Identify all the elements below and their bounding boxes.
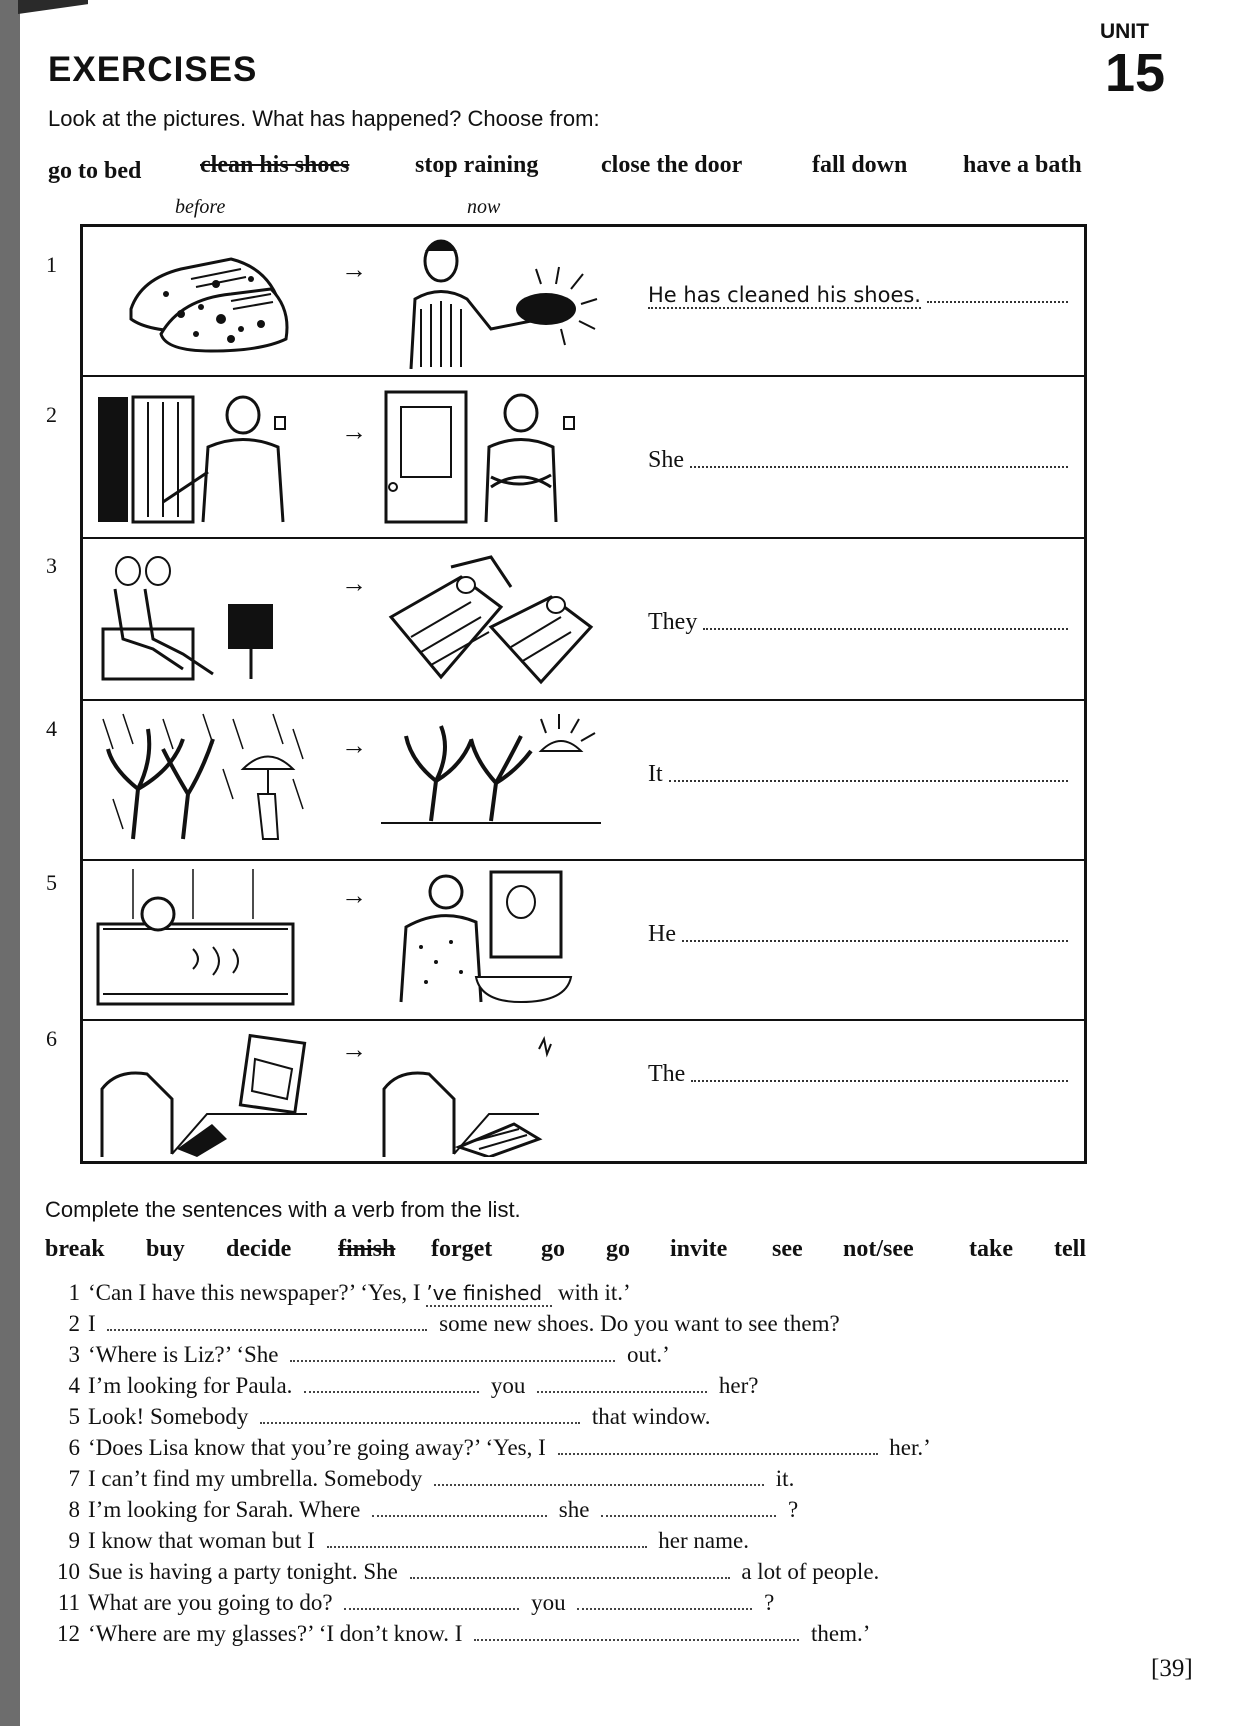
- sentence-item: 3 ‘Where is Liz?’ ‘She out.’: [68, 1342, 670, 1367]
- handwritten-answer: ’ve finished: [426, 1281, 552, 1307]
- verb-word: not/see: [843, 1236, 914, 1262]
- arrow-icon: →: [341, 569, 367, 598]
- verb-word-crossed: finish: [338, 1236, 396, 1262]
- rain-and-man-with-umbrella-illustration: [93, 709, 313, 849]
- choice-word: close the door: [601, 152, 743, 178]
- choice-word: stop raining: [415, 152, 539, 178]
- choice-word: have a bath: [963, 152, 1082, 178]
- answer-blank[interactable]: [327, 1532, 647, 1548]
- sentence-item: 5 Look! Somebody that window.: [68, 1404, 711, 1429]
- answer-blank[interactable]: [107, 1315, 427, 1331]
- row-number: 4: [46, 716, 57, 741]
- answer-blank[interactable]: [260, 1408, 580, 1424]
- sentence-item: 9 I know that woman but I her name.: [68, 1528, 749, 1553]
- verb-word: invite: [670, 1236, 728, 1262]
- verb-word: decide: [226, 1236, 292, 1262]
- sentence-item: 6 ‘Does Lisa know that you’re going away?’ ‘Yes, I her.’: [68, 1435, 931, 1460]
- sentence-item: 4 I’m looking for Paula. you her?: [68, 1373, 759, 1398]
- page-edge-shadow: [0, 0, 20, 1726]
- page-corner-shadow: [18, 0, 88, 14]
- arrow-icon: →: [341, 417, 367, 446]
- verb-word: go: [541, 1236, 565, 1262]
- sentence-starter: He: [648, 921, 676, 947]
- unit-label: UNIT: [1100, 20, 1149, 43]
- couple-in-beds-illustration: [381, 547, 601, 687]
- table-row: [83, 861, 1084, 1021]
- verb-word: forget: [431, 1236, 493, 1262]
- verb-word: go: [606, 1236, 630, 1262]
- row-number: 6: [46, 1026, 57, 1051]
- answer-blank[interactable]: [344, 1594, 519, 1610]
- answer-line: [648, 761, 1068, 788]
- table-row: [83, 227, 1084, 377]
- section-title: EXERCISES: [48, 50, 258, 89]
- sentence-starter: They: [648, 609, 698, 635]
- choice-word: fall down: [812, 152, 908, 178]
- verb-word: see: [772, 1236, 803, 1262]
- sentence-starter: It: [648, 761, 663, 787]
- answer-blank[interactable]: [410, 1563, 730, 1579]
- sentence-item: 10 Sue is having a party tonight. She a lot of people.: [57, 1559, 880, 1584]
- row-number: 5: [46, 870, 57, 895]
- handwritten-answer: He has cleaned his shoes.: [648, 283, 921, 307]
- verb-word: take: [969, 1236, 1013, 1262]
- picture-fallen-down-illustration: [379, 1029, 579, 1157]
- man-in-bath-illustration: [93, 869, 313, 1009]
- exercise1-instruction: Look at the pictures. What has happened? Choose from:: [48, 106, 600, 131]
- table-row: [83, 701, 1084, 861]
- unit-number: 15: [1105, 43, 1166, 103]
- row-number: 2: [46, 402, 57, 427]
- sentence-item: 11 What are you going to do? you ?: [57, 1590, 775, 1615]
- column-header-now: now: [467, 196, 501, 218]
- woman-opening-door-illustration: [93, 387, 313, 527]
- exercise2-instruction: Complete the sentences with a verb from the list.: [45, 1197, 521, 1222]
- sentence-item: 7 I can’t find my umbrella. Somebody it.: [68, 1466, 795, 1491]
- trees-and-sun-illustration: [381, 711, 601, 841]
- choice-word: go to bed: [48, 158, 142, 184]
- table-row: [83, 1021, 1084, 1161]
- picture-on-wall-illustration: [97, 1029, 317, 1157]
- shoes-illustration: [121, 239, 291, 359]
- answer-blank[interactable]: [304, 1377, 479, 1393]
- arrow-icon: →: [341, 255, 367, 284]
- answer-blank[interactable]: [577, 1594, 752, 1610]
- answer-line: [648, 609, 1068, 636]
- sentence-starter: She: [648, 447, 684, 473]
- arrow-icon: →: [341, 881, 367, 910]
- answer-blank[interactable]: [474, 1625, 799, 1641]
- answer-line: [648, 447, 1068, 474]
- sentence-starter: The: [648, 1061, 686, 1087]
- arrow-icon: →: [341, 731, 367, 760]
- row-number: 3: [46, 553, 57, 578]
- column-header-before: before: [175, 196, 226, 218]
- arrow-icon: →: [341, 1035, 367, 1064]
- table-row: [83, 539, 1084, 701]
- answer-blank[interactable]: [558, 1439, 878, 1455]
- choice-word-crossed: clean his shoes: [200, 152, 350, 178]
- sentence-item: 12 ‘Where are my glasses?’ ‘I don’t know. I them.’: [57, 1621, 871, 1646]
- couple-watching-tv-illustration: [93, 549, 313, 689]
- verb-word: break: [45, 1236, 105, 1262]
- answer-blank[interactable]: [434, 1470, 764, 1486]
- answer-line: [648, 1061, 1068, 1088]
- answer-line: [648, 283, 1068, 309]
- picture-table: [80, 224, 1087, 1164]
- man-fallen-at-sink-illustration: [381, 867, 591, 1007]
- answer-blank[interactable]: [537, 1377, 707, 1393]
- answer-blank[interactable]: [601, 1501, 776, 1517]
- answer-blank[interactable]: [290, 1346, 615, 1362]
- sentence-item: 2 I some new shoes. Do you want to see them?: [68, 1311, 840, 1336]
- verb-word: tell: [1054, 1236, 1086, 1262]
- row-number: 1: [46, 252, 57, 277]
- page-number: [39]: [1151, 1655, 1193, 1682]
- table-row: [83, 377, 1084, 539]
- verb-word: buy: [146, 1236, 185, 1262]
- sentence-item: 8 I’m looking for Sarah. Where she ?: [68, 1497, 799, 1522]
- answer-blank[interactable]: [372, 1501, 547, 1517]
- answer-line: [648, 921, 1068, 948]
- woman-door-closed-illustration: [381, 387, 581, 527]
- sentence-item: 1 ‘Can I have this newspaper?’ ‘Yes, I ’ve finished with it.’: [68, 1280, 631, 1305]
- man-polishing-shoes-illustration: [401, 229, 601, 369]
